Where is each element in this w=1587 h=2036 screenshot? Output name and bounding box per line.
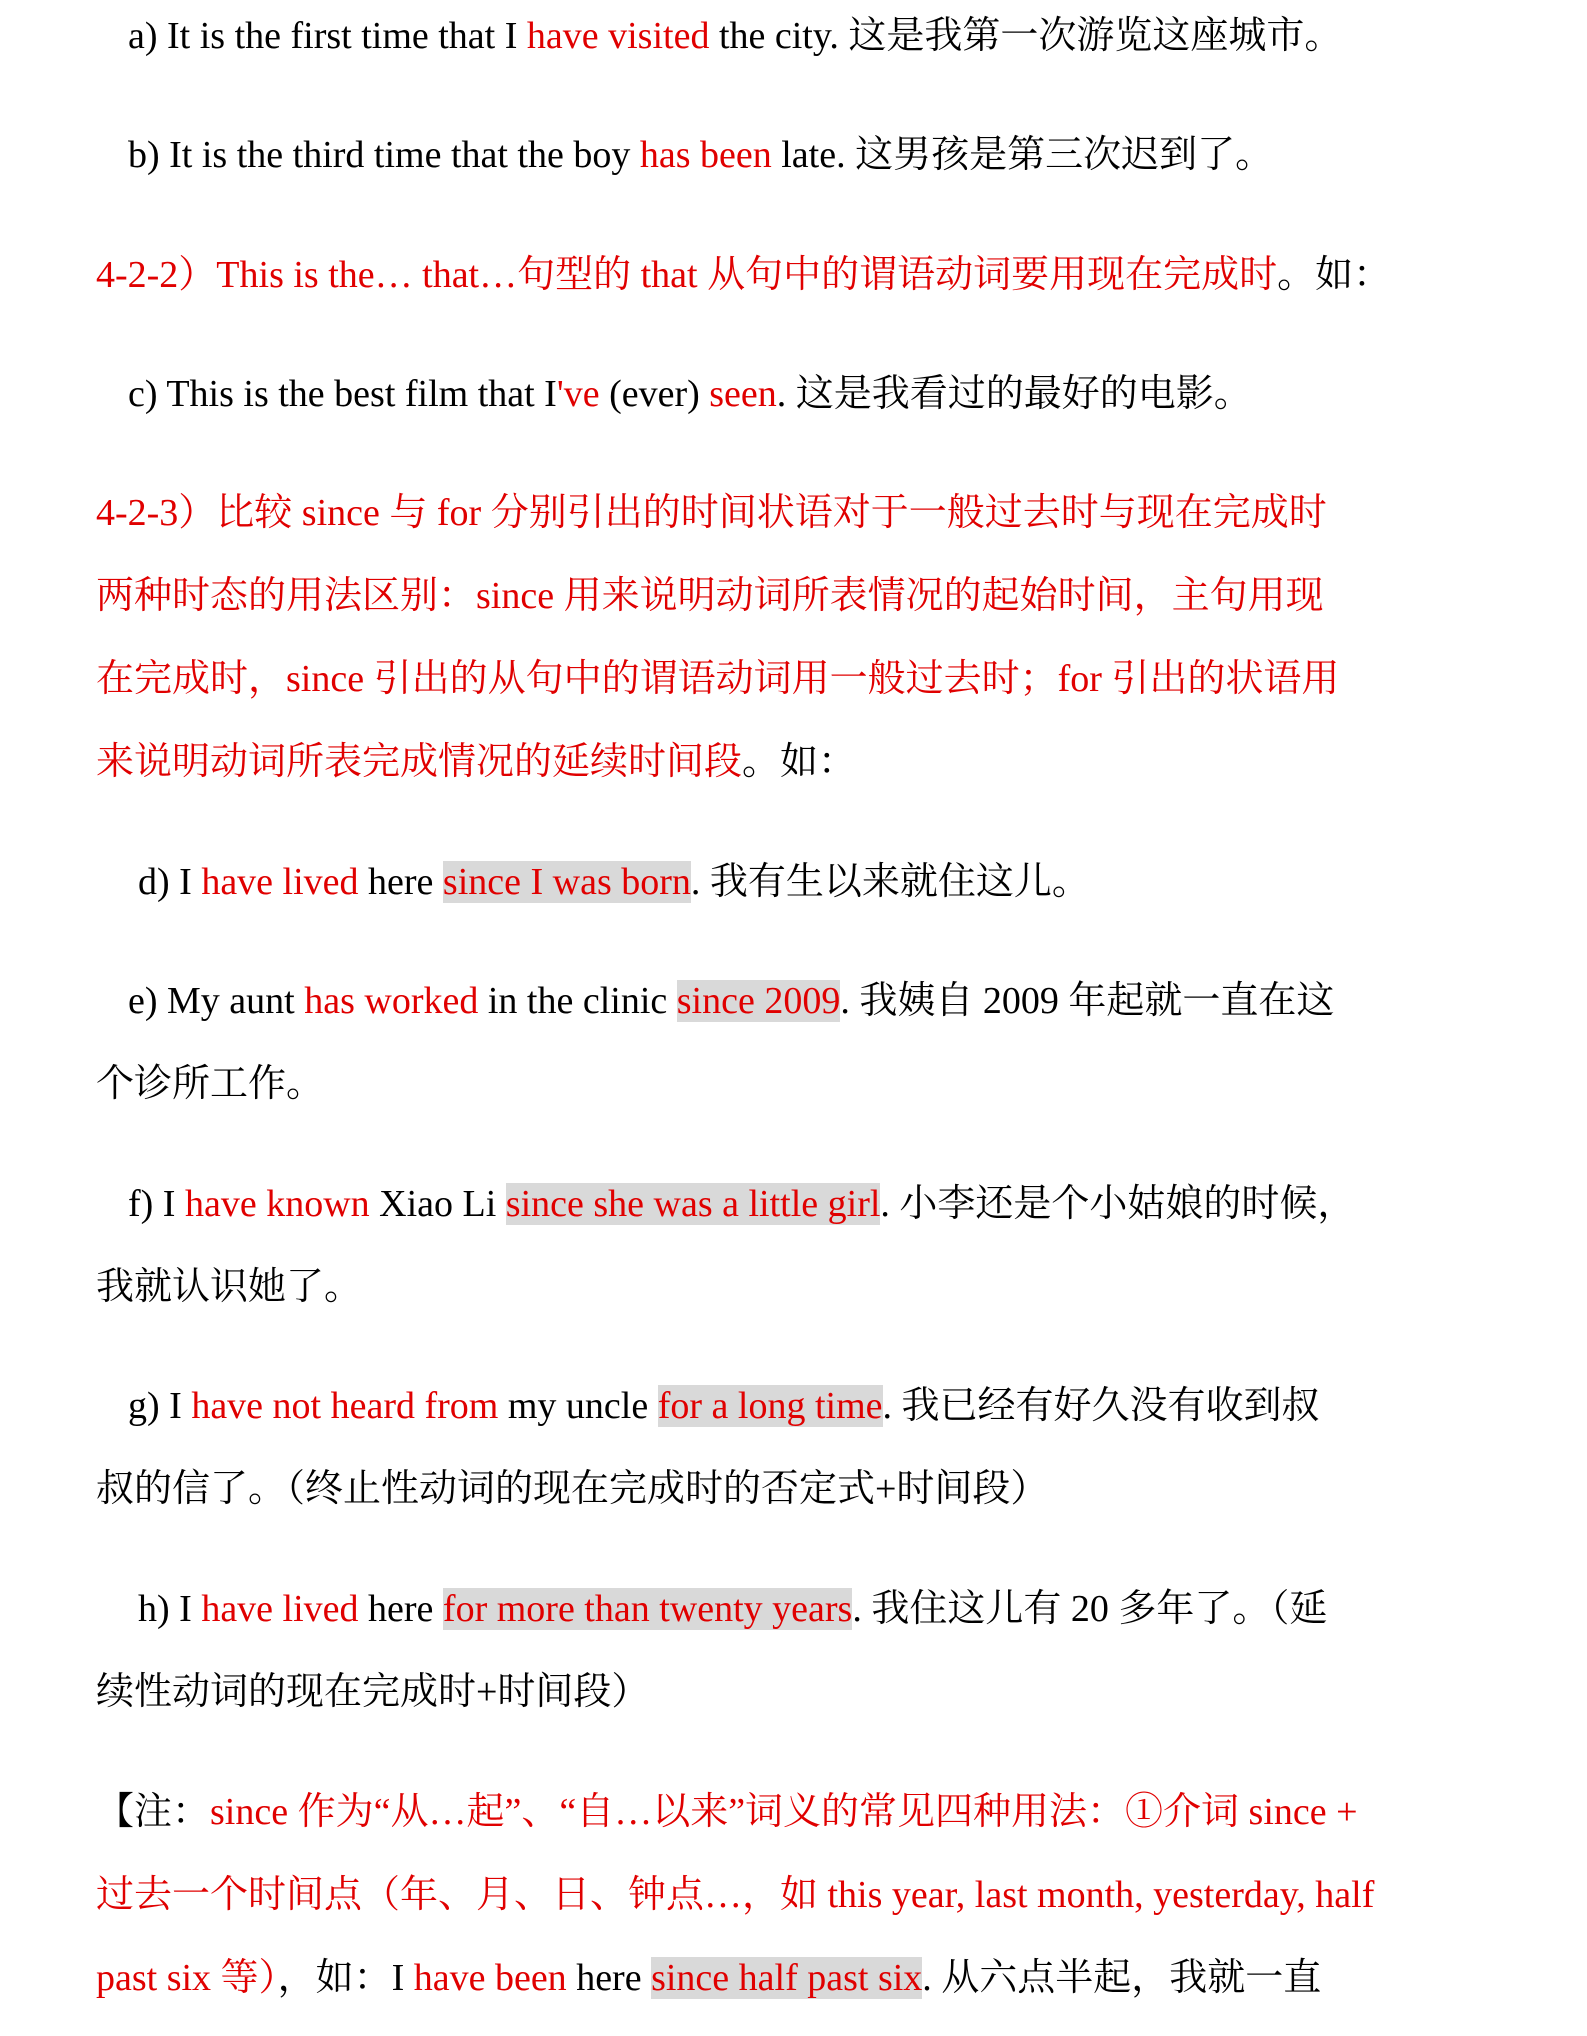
example-c: [128, 370, 1252, 418]
example-f-time-phrase: since she was a little girl: [505, 1183, 881, 1225]
example-b: [128, 131, 1273, 179]
example-e-middle: in the clinic: [478, 980, 677, 1022]
note-line-3-middle: here: [566, 1957, 652, 1999]
example-f-translation: . 小李还是个小姑娘的时候，: [880, 1183, 1356, 1225]
rule-4-2-3-line-2: 两种时态的用法区别：since 用来说明动词所表情况的起始时间，主句用现: [96, 575, 1324, 617]
example-d: [138, 858, 1090, 906]
example-g-line-1: [128, 1382, 1320, 1430]
example-c-ever: (ever): [599, 373, 710, 415]
example-e-text: e) My aunt: [128, 980, 305, 1022]
rule-4-2-3-line-3: 在完成时，since 引出的从句中的谓语动词用一般过去时；for 引出的状语用: [96, 658, 1340, 700]
example-h-line-1: [138, 1585, 1327, 1633]
note-line-3-example: ，如：I: [277, 1957, 414, 1999]
example-f-verb: have known: [184, 1183, 370, 1225]
example-d-middle: here: [358, 861, 443, 903]
example-d-translation: . 我有生以来就住这儿。: [690, 861, 1090, 903]
example-e-line-2: 个诊所工作。: [96, 1063, 325, 1105]
example-d-verb: have lived: [201, 861, 359, 903]
note-line-3: [96, 1954, 1321, 2002]
example-b-verb: has been: [639, 134, 772, 176]
rule-4-2-3-line-4: [96, 738, 856, 786]
example-a-text: a) It is the first time that I: [128, 15, 527, 57]
rule-4-2-3-line-1: 4-2-3）比较 since 与 for 分别引出的时间状语对于一般过去时与现在完成时: [96, 492, 1327, 534]
example-g-translation: . 我已经有好久没有收到叔: [882, 1385, 1320, 1427]
example-f-text: f) I: [128, 1183, 185, 1225]
example-f-middle: Xiao Li: [369, 1183, 506, 1225]
example-c-verb: seen: [709, 373, 777, 415]
example-f-line-2: 我就认识她了。: [96, 1266, 363, 1308]
note-line-1-text: since 作为“从…起”、“自…以来”词义的常见四种用法：①介词 since +: [210, 1791, 1358, 1833]
example-c-verb-aux: 've: [556, 373, 600, 415]
example-f-line-1: [128, 1180, 1355, 1228]
example-g-time-phrase: for a long time: [657, 1385, 883, 1427]
rule-4-2-3-line-4-text: 来说明动词所表完成情况的延续时间段: [96, 741, 743, 783]
example-e-line-1: [128, 977, 1334, 1025]
note-line-1: [96, 1788, 1358, 1836]
example-e-translation: . 我姨自 2009 年起就一直在这: [840, 980, 1335, 1022]
rule-4-2-2: [96, 251, 1391, 299]
example-h-line-2: 续性动词的现在完成时+时间段）: [96, 1671, 650, 1713]
note-line-3-time-phrase: since half past six: [651, 1957, 923, 1999]
example-a: [128, 12, 1342, 60]
note-line-3-translation: . 从六点半起，我就一直: [922, 1957, 1322, 1999]
note-line-3-verb: have been: [413, 1957, 567, 1999]
example-e-verb: has worked: [304, 980, 479, 1022]
example-h-text: h) I: [138, 1588, 202, 1630]
example-b-translation: late. 这男孩是第三次迟到了。: [771, 134, 1274, 176]
example-h-verb: have lived: [201, 1588, 359, 1630]
rule-4-2-2-text: 4-2-2）This is the… that…句型的 that 从句中的谓语动词要用现在完成时: [96, 254, 1278, 296]
example-d-time-phrase: since I was born: [442, 861, 691, 903]
rule-4-2-2-suffix: 。如：: [1277, 254, 1392, 296]
example-h-translation: . 我住这儿有 20 多年了。（延: [852, 1588, 1328, 1630]
example-a-translation: the city. 这是我第一次游览这座城市。: [709, 15, 1343, 57]
example-g-text: g) I: [128, 1385, 192, 1427]
example-b-text: b) It is the third time that the boy: [128, 134, 640, 176]
example-h-middle: here: [358, 1588, 443, 1630]
rule-4-2-3-line-4-suffix: 。如：: [742, 741, 857, 783]
example-c-text: c) This is the best film that I: [128, 373, 557, 415]
example-g-line-2: 叔的信了。（终止性动词的现在完成时的否定式+时间段）: [96, 1468, 1049, 1510]
note-line-3-start: past six 等）: [96, 1957, 278, 1999]
example-a-verb: have visited: [526, 15, 710, 57]
example-d-text: d) I: [138, 861, 202, 903]
example-c-translation: . 这是我看过的最好的电影。: [776, 373, 1252, 415]
note-bracket: 【注：: [96, 1791, 211, 1833]
example-h-time-phrase: for more than twenty years: [442, 1588, 853, 1630]
example-g-verb: have not heard from: [191, 1385, 499, 1427]
example-g-middle: my uncle: [498, 1385, 658, 1427]
example-e-time-phrase: since 2009: [676, 980, 841, 1022]
note-line-2: 过去一个时间点（年、月、日、钟点…，如 this year, last month, yesterday, half: [96, 1874, 1375, 1916]
